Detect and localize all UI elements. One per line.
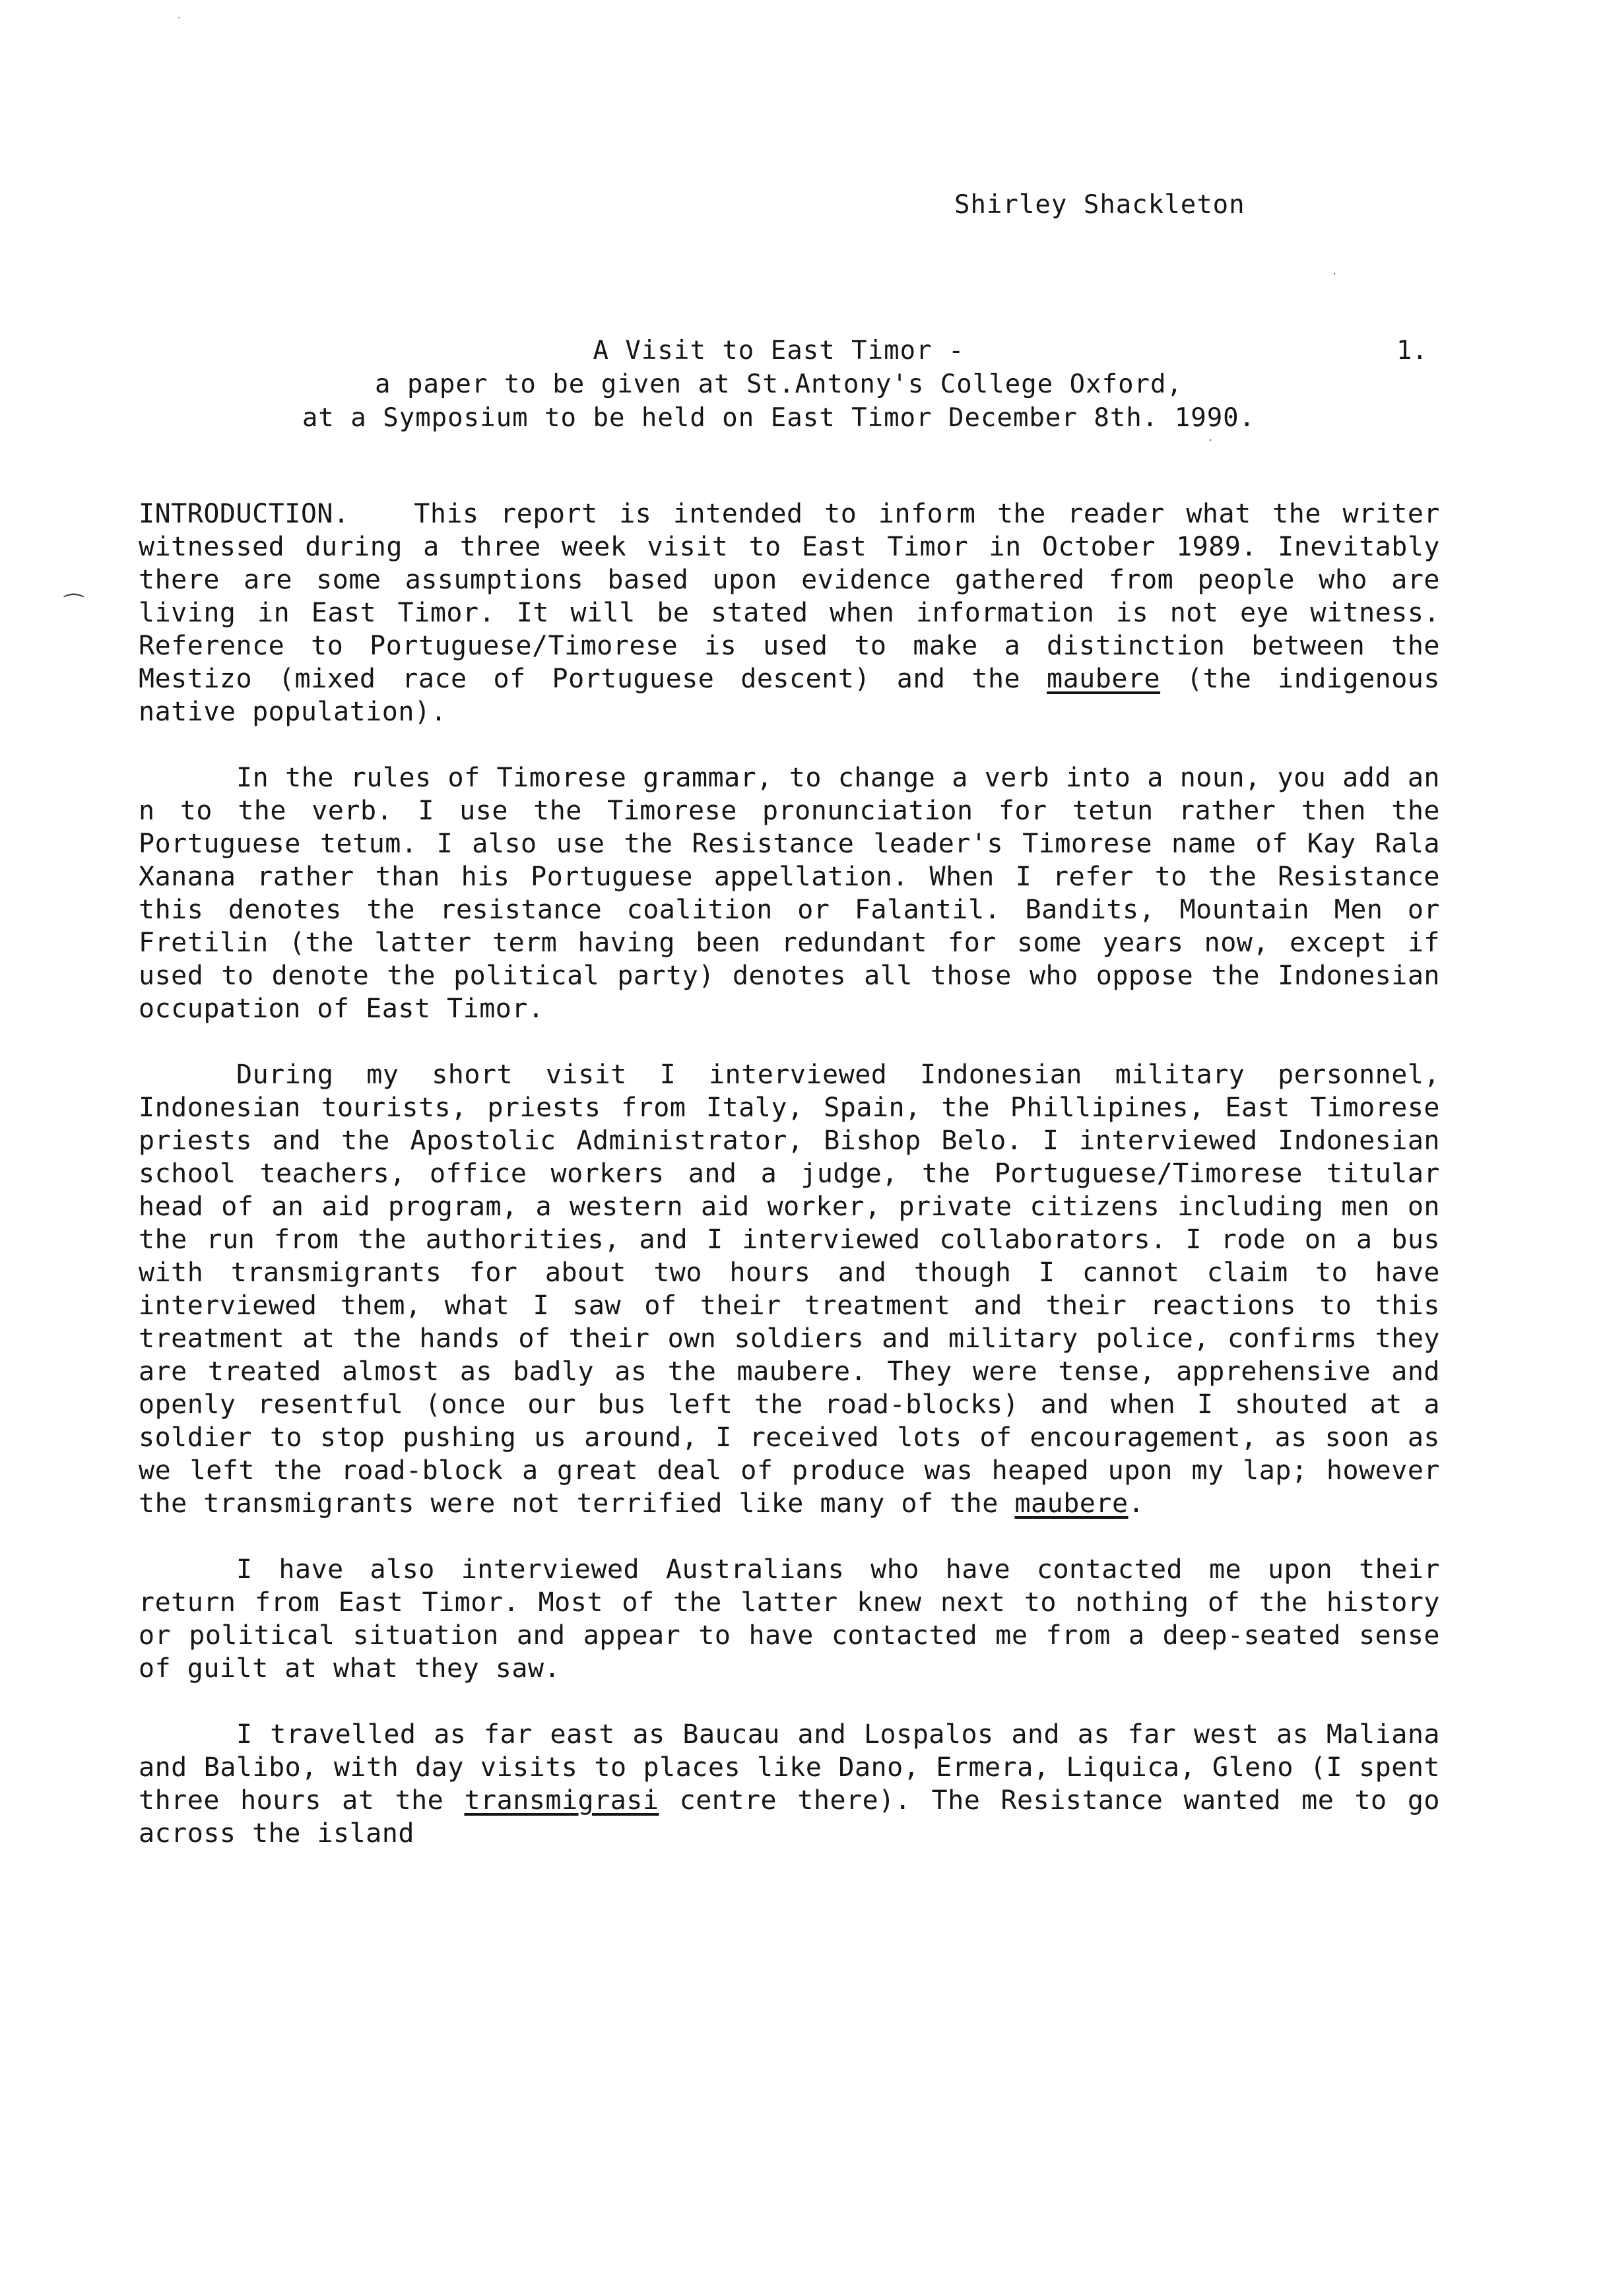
interviews-text-end: . [1128,1488,1145,1519]
title-line-3: at a Symposium to be held on East Timor December 8th. 1990. [302,403,1256,433]
margin-mark: ⁀ [65,594,83,620]
transmigrasi-term: transmigrasi [464,1785,659,1816]
interviews-paragraph [139,1058,1440,1520]
introduction-heading: INTRODUCTION. [139,499,350,529]
introduction-text-end: (the indigenous native population). [139,664,1440,727]
author-name: Shirley Shackleton [954,190,1245,220]
scan-speck: · [1332,269,1338,280]
interviews-text: During my short visit I interviewed Indonesian military personnel, Indonesian tourists, priests from Italy, Spain, the Phillipines, East Timorese priests and the Apostolic Administrator, Bishop Belo. I interviewed Indonesian school teachers, office workers and a judge, the Portuguese/Timorese titular head of an aid program, a western aid worker, private citizens including men on the run from the authorities, and I interviewed collaborators. I rode on a bus with transmigrants for about two hours and though I cannot claim to have interviewed them, what I saw of their treatment and their reactions to this treatment at the hands of their own soldiers and military police, confirms they are treated almost as badly as the maubere. They were tense, apprehensive and openly resentful (once our bus left the road-blocks) and when I shouted at a soldier to stop pushing us around, I received lots of encouragement, as soon as we left the road-block a great deal of produce was heaped upon my lap; however the transmigrants were not terrified like many of the [139,1060,1440,1519]
travel-text-end: centre there). The Resistance wanted me to go across the island [139,1785,1440,1849]
grammar-paragraph: In the rules of Timorese grammar, to change a verb into a noun, you add an n to the verb. I use the Timorese pronunciation for tetun rather then the Portuguese tetum. I also use the Resistance leader's Timorese name of Kay Rala Xanana rather than his Portuguese appellation. When I refer to the Resistance this denotes the resistance coalition or Falantil. Bandits, Mountain Men or Fretilin (the latter term having been redundant for some years now, except if used to denote the political party) denotes all those who oppose the Indonesian occupation of East Timor. [139,763,1440,1024]
paper-title [158,334,1399,435]
maubere-term: maubere [1047,664,1161,694]
maubere-term: maubere [1014,1488,1129,1519]
page-number: 1. [1396,336,1427,366]
scan-speck: · [1208,435,1214,446]
title-line-1: A Visit to East Timor - [593,336,965,366]
introduction-paragraph [139,497,1440,728]
travel-text: I travelled as far east as Baucau and Lospalos and as far west as Maliana and Balibo, with day visits to places like Dano, Ermera, Liquica, Gleno (I spent three hours at the [139,1719,1440,1816]
body-text [139,497,1440,1883]
introduction-text: This report is intended to inform the reader what the writer witnessed during a three week visit to East Timor in October 1989. Inevitably there are some assumptions based upon evidence gathered from people who are living in East Timor. It will be stated when information is not eye witness. Reference to Portuguese/Timorese is used to make a distinction between the Mestizo (mixed race of Portuguese descent) and the [139,499,1441,694]
scan-speck: · [177,15,181,22]
travel-paragraph [139,1718,1440,1850]
australians-paragraph: I have also interviewed Australians who have contacted me upon their return from East Timor. Most of the latter knew next to nothing of the history or political situation and appear to have contacted me from a deep-seated sense of guilt at what they saw. [139,1554,1440,1684]
title-line-2: a paper to be given at St.Antony's College Oxford, [375,369,1183,399]
